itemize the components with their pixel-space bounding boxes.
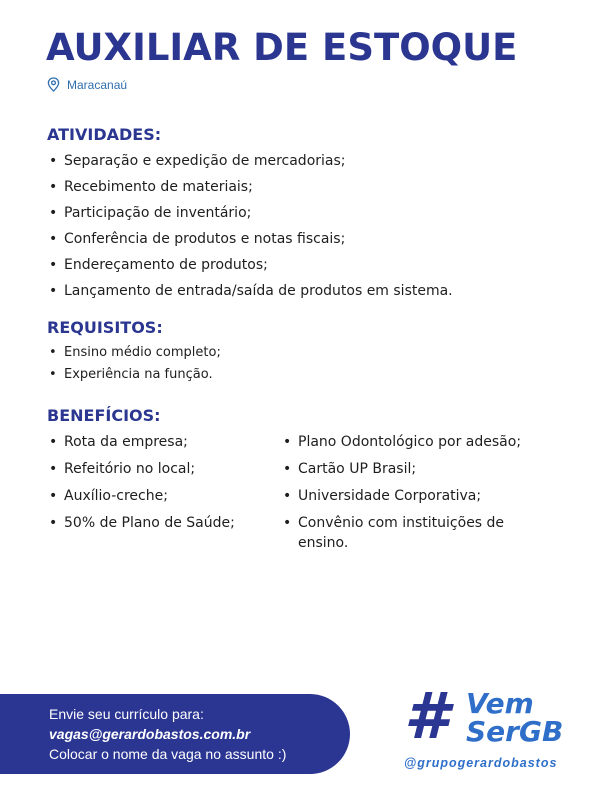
list-item: • Convênio com instituições de ensino. xyxy=(281,513,528,553)
list-item: • Plano Odontológico por adesão; xyxy=(281,432,528,459)
list-item: • Separação e expedição de mercadorias; xyxy=(47,151,453,177)
list-item: • Rota da empresa; xyxy=(47,432,235,459)
location xyxy=(47,77,127,92)
social-handle[interactable]: @grupogerardobastos xyxy=(404,756,558,770)
location-label: Maracanaú xyxy=(67,77,128,92)
list-item: • Lançamento de entrada/saída de produtos em sistema. xyxy=(47,281,453,307)
contact-email[interactable]: vagas@gerardobastos.com.br xyxy=(49,726,251,742)
list-item: • Auxílio-creche; xyxy=(47,486,235,513)
contact-banner xyxy=(0,694,350,774)
beneficios-list-left xyxy=(47,432,235,540)
list-item: • Refeitório no local; xyxy=(47,459,235,486)
list-item: • 50% de Plano de Saúde; xyxy=(47,513,235,540)
hashtag-icon: # xyxy=(404,680,449,754)
job-title: AUXILIAR DE ESTOQUE xyxy=(46,26,518,69)
requisitos-list xyxy=(47,344,221,388)
list-item: • Conferência de produtos e notas fiscais; xyxy=(47,229,453,255)
beneficios-heading: BENEFÍCIOS: xyxy=(47,406,161,425)
requisitos-heading: REQUISITOS: xyxy=(47,318,163,337)
brand-word-vem: Vem xyxy=(466,687,534,720)
subject-instruction: Colocar o nome da vaga no assunto :) xyxy=(49,746,287,762)
list-item: • Ensino médio completo; xyxy=(47,344,221,366)
list-item: • Universidade Corporativa; xyxy=(281,486,528,513)
list-item: • Recebimento de materiais; xyxy=(47,177,453,203)
atividades-list xyxy=(47,151,453,307)
brand-logo xyxy=(404,680,574,778)
list-item: • Endereçamento de produtos; xyxy=(47,255,453,281)
list-item: • Participação de inventário; xyxy=(47,203,453,229)
map-pin-icon xyxy=(47,77,60,92)
list-item: • Experiência na função. xyxy=(47,366,221,388)
atividades-heading: ATIVIDADES: xyxy=(47,125,162,144)
beneficios-list-right xyxy=(281,432,528,553)
list-item: • Cartão UP Brasil; xyxy=(281,459,528,486)
contact-instruction: Envie seu currículo para: xyxy=(49,706,204,722)
brand-word-sergb: SerGB xyxy=(466,715,564,748)
